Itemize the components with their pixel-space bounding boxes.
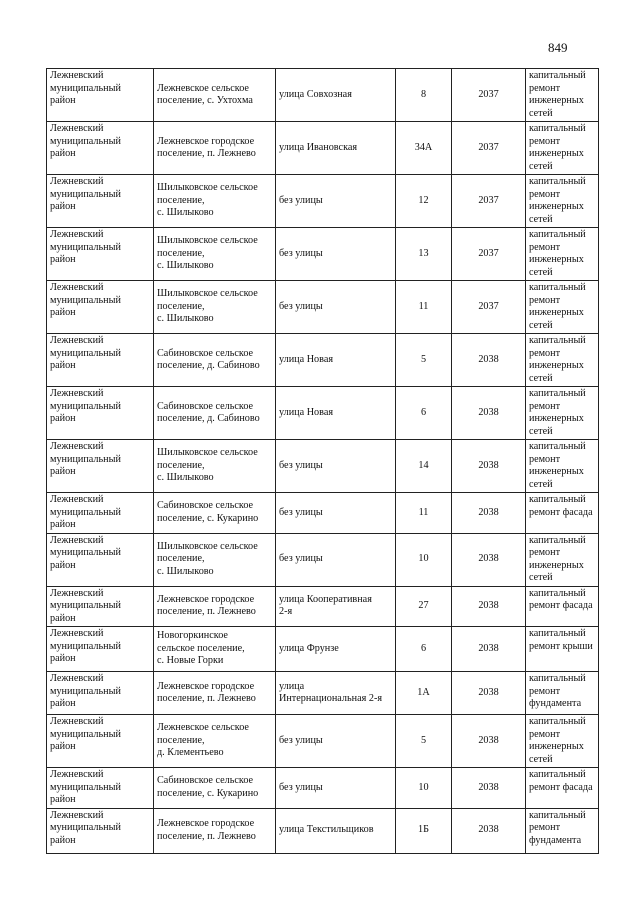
table-row bbox=[47, 69, 599, 122]
cell-house-number: 12 bbox=[396, 175, 452, 228]
cell-house-number: 1А bbox=[396, 672, 452, 715]
cell-street: улица Ивановская bbox=[276, 122, 396, 175]
cell-work-type: капитальный ремонт крыши bbox=[526, 627, 599, 672]
table-row bbox=[47, 715, 599, 768]
cell-house-number: 13 bbox=[396, 228, 452, 281]
cell-house-number: 34А bbox=[396, 122, 452, 175]
cell-work-type: капитальный ремонт фундамента bbox=[526, 672, 599, 715]
cell-district: Лежневский муниципальный район bbox=[47, 440, 154, 493]
cell-house-number: 8 bbox=[396, 69, 452, 122]
cell-street: улица Кооперативная 2-я bbox=[276, 586, 396, 627]
cell-street: без улицы bbox=[276, 175, 396, 228]
cell-settlement: Сабиновское сельское поселение, с. Кукарино bbox=[154, 493, 276, 534]
cell-district: Лежневский муниципальный район bbox=[47, 672, 154, 715]
cell-year: 2038 bbox=[452, 808, 526, 853]
cell-street: без улицы bbox=[276, 715, 396, 768]
cell-work-type: капитальный ремонт фасада bbox=[526, 768, 599, 809]
table-row bbox=[47, 122, 599, 175]
cell-house-number: 5 bbox=[396, 334, 452, 387]
cell-street: без улицы bbox=[276, 228, 396, 281]
cell-district: Лежневский муниципальный район bbox=[47, 387, 154, 440]
cell-district: Лежневский муниципальный район bbox=[47, 122, 154, 175]
cell-house-number: 10 bbox=[396, 533, 452, 586]
cell-house-number: 10 bbox=[396, 768, 452, 809]
cell-street: без улицы bbox=[276, 440, 396, 493]
cell-year: 2038 bbox=[452, 672, 526, 715]
table-row bbox=[47, 586, 599, 627]
table-row bbox=[47, 768, 599, 809]
cell-work-type: капитальный ремонт инженерных сетей bbox=[526, 387, 599, 440]
cell-year: 2037 bbox=[452, 69, 526, 122]
cell-settlement: Шилыковское сельское поселение, с. Шилыково bbox=[154, 533, 276, 586]
cell-street: без улицы bbox=[276, 281, 396, 334]
table-row bbox=[47, 175, 599, 228]
cell-work-type: капитальный ремонт фасада bbox=[526, 586, 599, 627]
cell-district: Лежневский муниципальный район bbox=[47, 533, 154, 586]
cell-house-number: 11 bbox=[396, 493, 452, 534]
cell-work-type: капитальный ремонт инженерных сетей bbox=[526, 69, 599, 122]
table-body bbox=[47, 69, 599, 854]
cell-district: Лежневский муниципальный район bbox=[47, 715, 154, 768]
table-row bbox=[47, 440, 599, 493]
table-row bbox=[47, 672, 599, 715]
cell-year: 2038 bbox=[452, 533, 526, 586]
cell-settlement: Сабиновское сельское поселение, с. Кукарино bbox=[154, 768, 276, 809]
cell-work-type: капитальный ремонт инженерных сетей bbox=[526, 715, 599, 768]
table-row bbox=[47, 334, 599, 387]
cell-settlement: Шилыковское сельское поселение, с. Шилыково bbox=[154, 175, 276, 228]
cell-district: Лежневский муниципальный район bbox=[47, 768, 154, 809]
table-row bbox=[47, 493, 599, 534]
cell-district: Лежневский муниципальный район bbox=[47, 175, 154, 228]
cell-street: без улицы bbox=[276, 533, 396, 586]
cell-work-type: капитальный ремонт инженерных сетей bbox=[526, 533, 599, 586]
cell-work-type: капитальный ремонт инженерных сетей bbox=[526, 334, 599, 387]
repair-schedule-table bbox=[46, 68, 599, 854]
cell-year: 2037 bbox=[452, 228, 526, 281]
cell-district: Лежневский муниципальный район bbox=[47, 69, 154, 122]
cell-year: 2037 bbox=[452, 281, 526, 334]
cell-settlement: Лежневское городское поселение, п. Лежнево bbox=[154, 808, 276, 853]
cell-work-type: капитальный ремонт инженерных сетей bbox=[526, 122, 599, 175]
cell-district: Лежневский муниципальный район bbox=[47, 228, 154, 281]
cell-house-number: 6 bbox=[396, 387, 452, 440]
cell-house-number: 5 bbox=[396, 715, 452, 768]
cell-street: улица Интернациональная 2-я bbox=[276, 672, 396, 715]
cell-street: улица Новая bbox=[276, 387, 396, 440]
cell-district: Лежневский муниципальный район bbox=[47, 627, 154, 672]
table-row bbox=[47, 387, 599, 440]
cell-year: 2038 bbox=[452, 440, 526, 493]
cell-settlement: Лежневское городское поселение, п. Лежнево bbox=[154, 122, 276, 175]
cell-settlement: Шилыковское сельское поселение, с. Шилыково bbox=[154, 281, 276, 334]
cell-settlement: Лежневское сельское поселение, д. Клементьево bbox=[154, 715, 276, 768]
cell-house-number: 1Б bbox=[396, 808, 452, 853]
cell-street: улица Новая bbox=[276, 334, 396, 387]
table-row bbox=[47, 281, 599, 334]
cell-work-type: капитальный ремонт инженерных сетей bbox=[526, 281, 599, 334]
cell-house-number: 27 bbox=[396, 586, 452, 627]
cell-year: 2038 bbox=[452, 493, 526, 534]
cell-year: 2038 bbox=[452, 334, 526, 387]
cell-district: Лежневский муниципальный район bbox=[47, 808, 154, 853]
cell-work-type: капитальный ремонт инженерных сетей bbox=[526, 228, 599, 281]
cell-street: улица Текстильщиков bbox=[276, 808, 396, 853]
cell-work-type: капитальный ремонт инженерных сетей bbox=[526, 175, 599, 228]
cell-year: 2037 bbox=[452, 175, 526, 228]
cell-district: Лежневский муниципальный район bbox=[47, 334, 154, 387]
cell-house-number: 6 bbox=[396, 627, 452, 672]
cell-district: Лежневский муниципальный район bbox=[47, 586, 154, 627]
cell-year: 2038 bbox=[452, 768, 526, 809]
table-row bbox=[47, 808, 599, 853]
cell-street: улица Фрунзе bbox=[276, 627, 396, 672]
cell-street: без улицы bbox=[276, 493, 396, 534]
cell-year: 2037 bbox=[452, 122, 526, 175]
cell-year: 2038 bbox=[452, 586, 526, 627]
cell-year: 2038 bbox=[452, 387, 526, 440]
table-row bbox=[47, 228, 599, 281]
cell-settlement: Новогоркинское сельское поселение, с. Новые Горки bbox=[154, 627, 276, 672]
cell-street: улица Совхозная bbox=[276, 69, 396, 122]
cell-work-type: капитальный ремонт инженерных сетей bbox=[526, 440, 599, 493]
cell-settlement: Лежневское сельское поселение, с. Ухтохма bbox=[154, 69, 276, 122]
cell-settlement: Сабиновское сельское поселение, д. Сабиново bbox=[154, 334, 276, 387]
cell-work-type: капитальный ремонт фундамента bbox=[526, 808, 599, 853]
cell-settlement: Сабиновское сельское поселение, д. Сабиново bbox=[154, 387, 276, 440]
cell-district: Лежневский муниципальный район bbox=[47, 281, 154, 334]
cell-street: без улицы bbox=[276, 768, 396, 809]
cell-house-number: 11 bbox=[396, 281, 452, 334]
cell-year: 2038 bbox=[452, 627, 526, 672]
table-row bbox=[47, 627, 599, 672]
cell-work-type: капитальный ремонт фасада bbox=[526, 493, 599, 534]
page-number: 849 bbox=[548, 40, 568, 55]
cell-settlement: Шилыковское сельское поселение, с. Шилыково bbox=[154, 440, 276, 493]
cell-settlement: Лежневское городское поселение, п. Лежнево bbox=[154, 586, 276, 627]
cell-district: Лежневский муниципальный район bbox=[47, 493, 154, 534]
cell-settlement: Лежневское городское поселение, п. Лежнево bbox=[154, 672, 276, 715]
cell-house-number: 14 bbox=[396, 440, 452, 493]
cell-year: 2038 bbox=[452, 715, 526, 768]
cell-settlement: Шилыковское сельское поселение, с. Шилыково bbox=[154, 228, 276, 281]
table-row bbox=[47, 533, 599, 586]
